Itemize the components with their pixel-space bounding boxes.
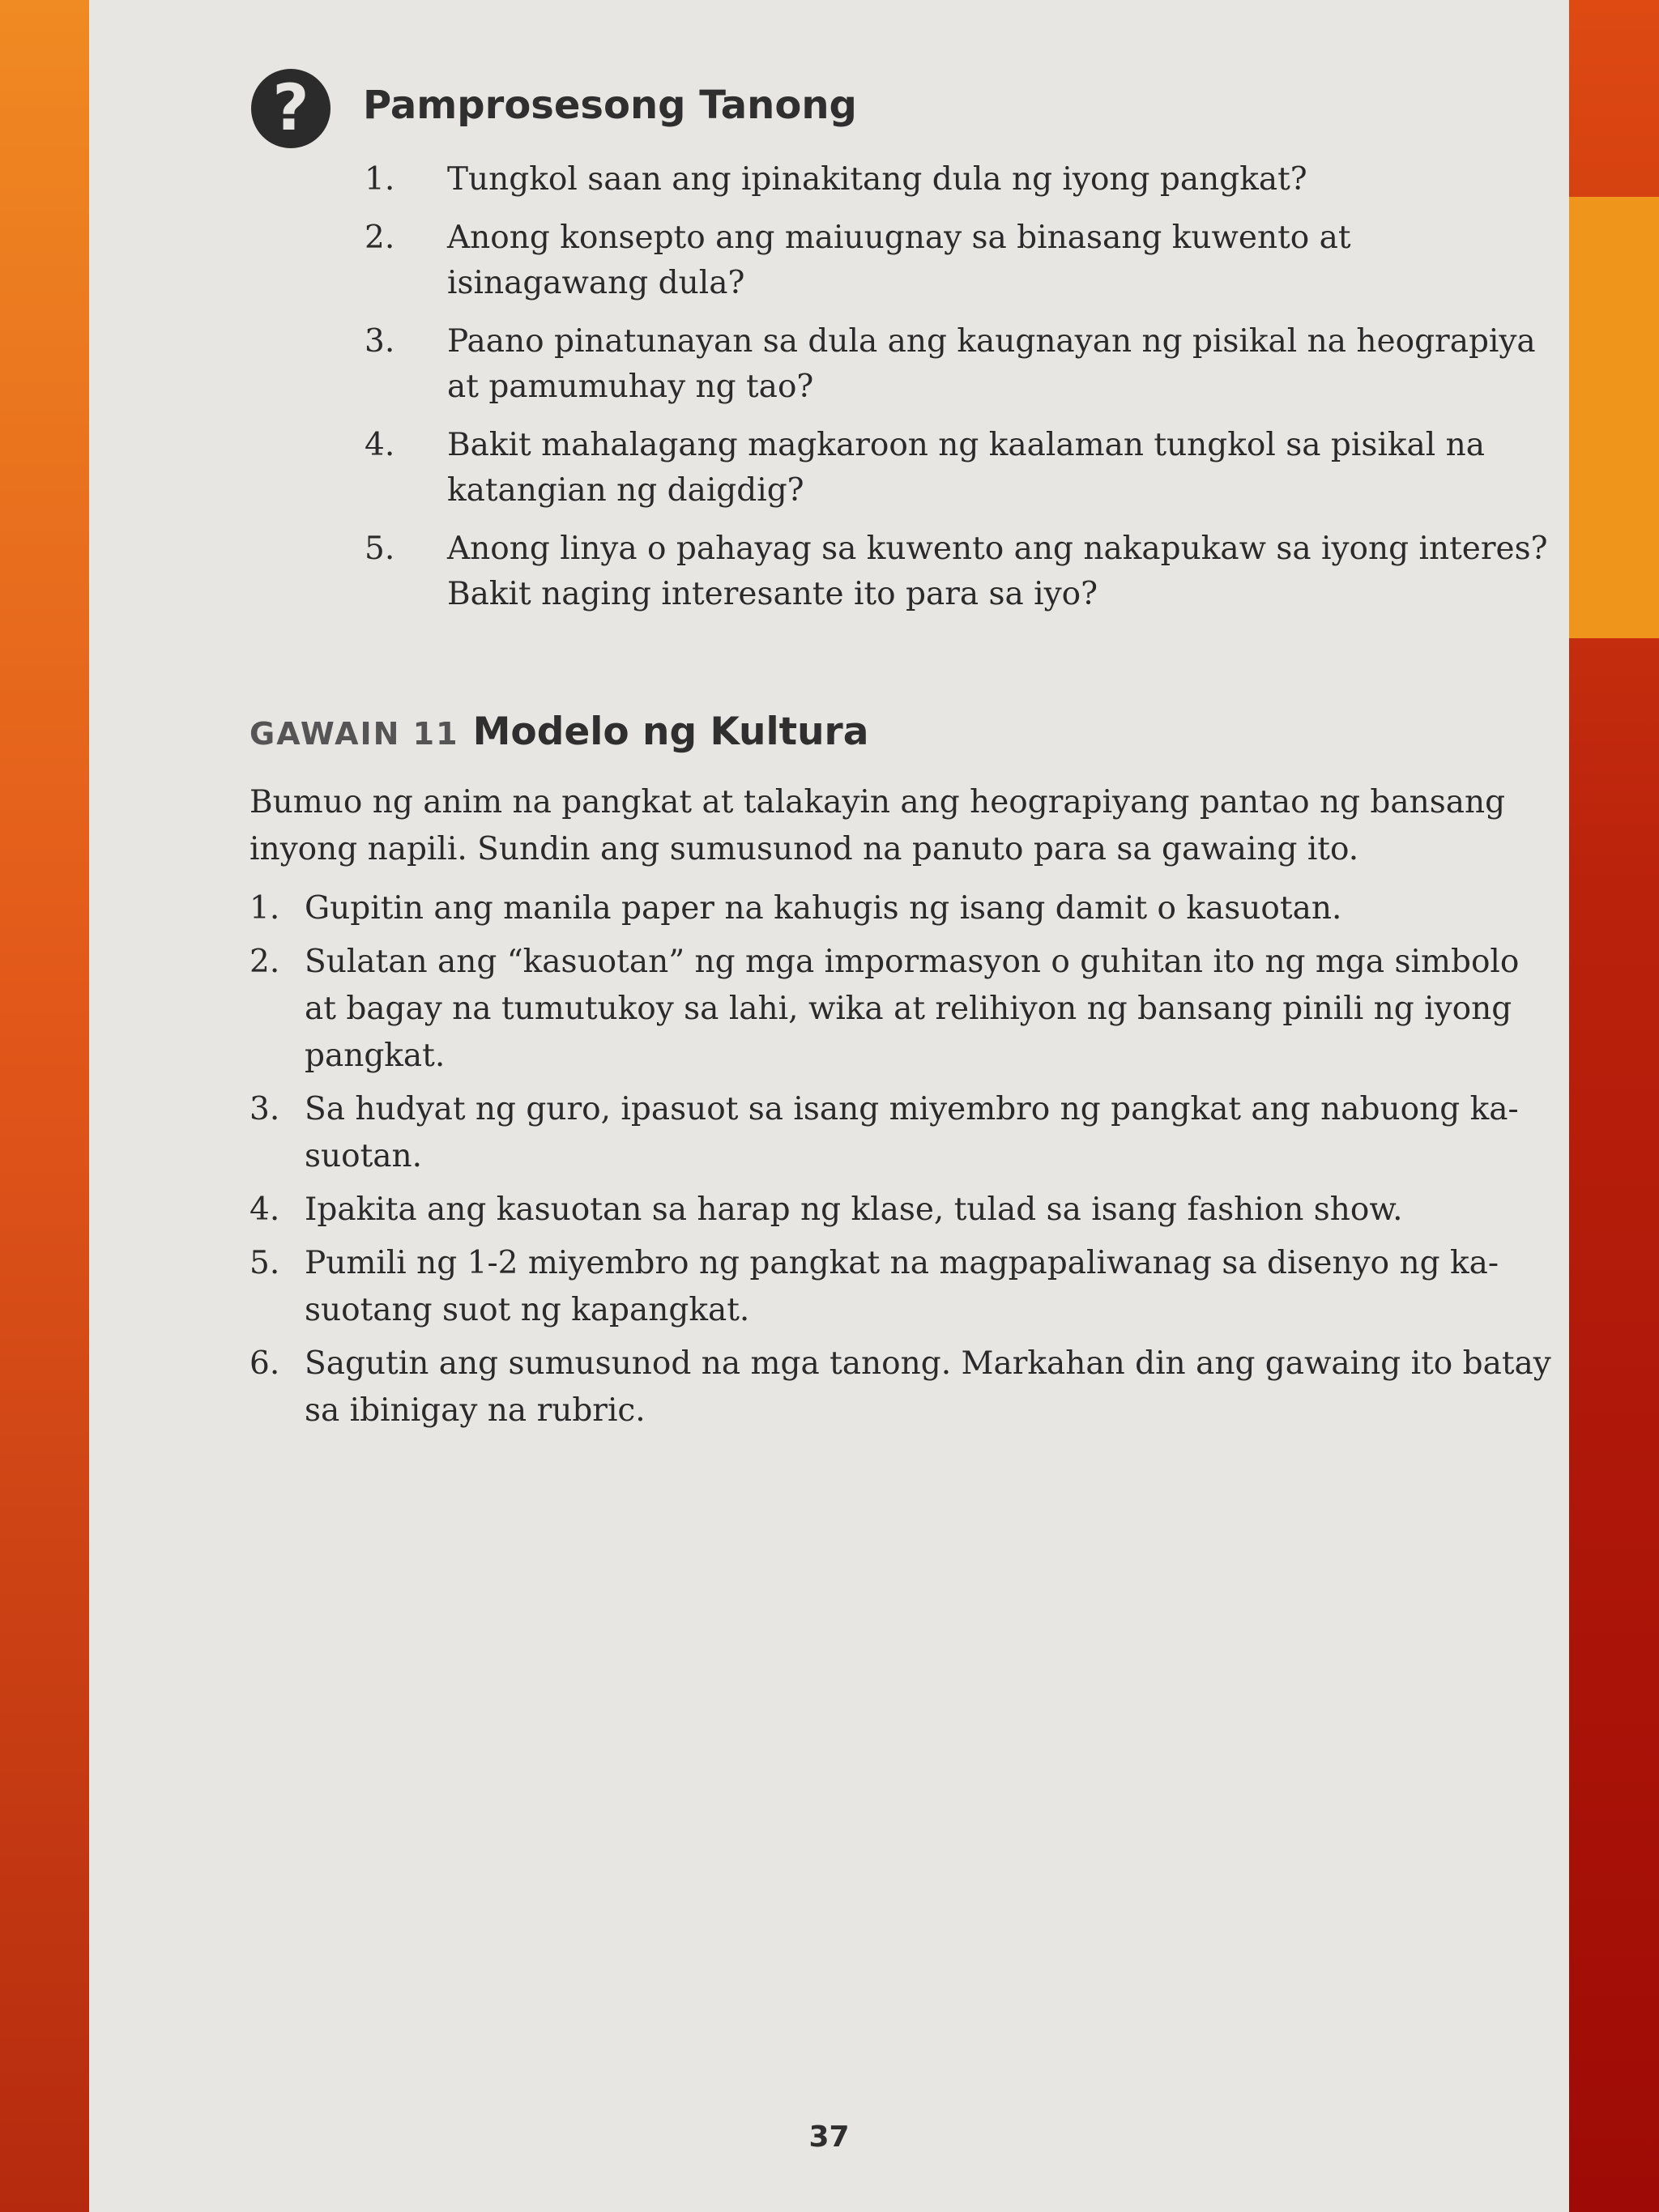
item-text: Pumili ng 1-2 miyembro ng pangkat na magpapaliwanag sa disenyo ng ka-suotang suot ng kapangkat. [305, 1245, 1499, 1328]
item-number: 2. [249, 944, 280, 980]
item-text: Paano pinatunayan sa dula ang kaugnayan ng pisikal na heograpiya at pamumuhay ng tao? [447, 323, 1536, 405]
item-number: 1. [365, 161, 395, 198]
list-item [365, 215, 1555, 306]
question-list [365, 157, 1555, 630]
item-text: Sagutin ang sumusunod na mga tanong. Markahan din ang gawaing ito batay sa ibinigay na rubric. [305, 1345, 1551, 1429]
activity-title: Modelo ng Kultura [472, 710, 869, 754]
list-item [249, 1086, 1555, 1180]
item-text: Anong linya o pahayag sa kuwento ang nakapukaw sa iyong interes? Bakit naging interesante ito para sa iyo? [447, 531, 1548, 612]
item-number: 4. [249, 1191, 280, 1228]
document-page [89, 0, 1569, 2212]
item-text: Bakit mahalagang magkaroon ng kaalaman tungkol sa pisikal na katangian ng daigdig? [447, 427, 1485, 509]
list-item [249, 1187, 1555, 1234]
item-text: Sa hudyat ng guro, ipasuot sa isang miyembro ng pangkat ang nabuong ka-suotan. [305, 1091, 1519, 1174]
list-item [249, 939, 1555, 1080]
item-number: 6. [249, 1345, 280, 1382]
list-item [365, 423, 1555, 514]
list-item [249, 1240, 1555, 1334]
list-item [249, 885, 1555, 932]
activity-label: GAWAIN 11 [249, 716, 459, 752]
item-number: 3. [249, 1091, 280, 1127]
item-number: 5. [249, 1245, 280, 1281]
item-number: 4. [365, 427, 395, 463]
list-item [365, 526, 1555, 617]
item-text: Anong konsepto ang maiuugnay sa binasang kuwento at isinagawang dula? [447, 219, 1351, 301]
item-text: Gupitin ang manila paper na kahugis ng isang damit o kasuotan. [305, 890, 1342, 927]
list-item [365, 319, 1555, 410]
list-item [365, 157, 1555, 202]
item-number: 5. [365, 531, 395, 567]
item-text: Sulatan ang “kasuotan” ng mga impormasyon o guhitan ito ng mga simbolo at bagay na tumutukoy sa lahi, wika at relihiyon ng bansang pinili ng iyong pangkat. [305, 944, 1520, 1074]
instruction-list [249, 885, 1555, 1441]
list-item [249, 1340, 1555, 1434]
accent-bar [1569, 197, 1659, 638]
item-text: Tungkol saan ang ipinakitang dula ng iyong pangkat? [447, 161, 1307, 198]
item-text: Ipakita ang kasuotan sa harap ng klase, tulad sa isang fashion show. [305, 1191, 1403, 1228]
section-heading: Pamprosesong Tanong [363, 83, 857, 128]
item-number: 3. [365, 323, 395, 360]
page-number: 37 [808, 2120, 850, 2154]
item-number: 2. [365, 219, 395, 256]
item-number: 1. [249, 890, 280, 927]
activity-heading [249, 710, 868, 754]
question-mark-icon: ? [251, 69, 331, 148]
activity-intro: Bumuo ng anim na pangkat at talakayin ang heograpiyang pantao ng bansang inyong napili. Sundin ang sumusunod na panuto para sa gawaing ito. [249, 784, 1506, 867]
